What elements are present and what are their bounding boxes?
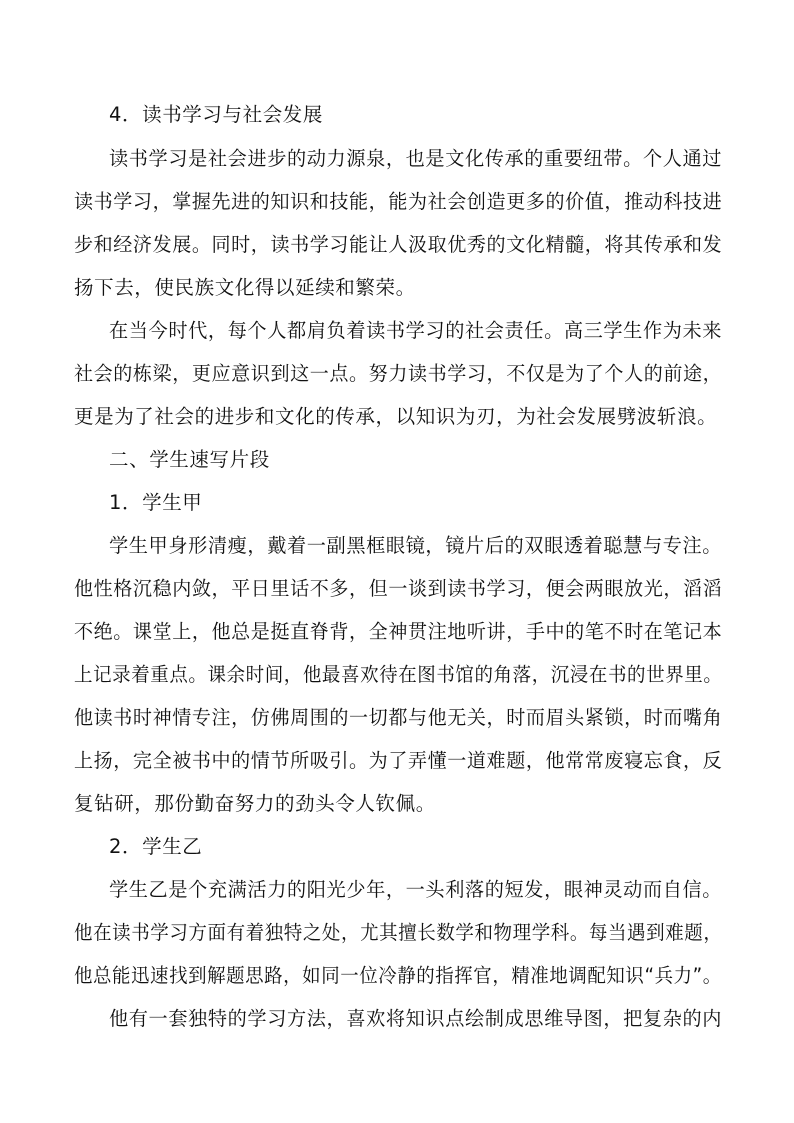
paragraph-line: 社会的栋梁，更应意识到这一点。努力读书学习，不仅是为了个人的前途，	[74, 362, 723, 385]
paragraph-line: 他总能迅速找到解题思路，如同一位冷静的指挥官，精准地调配知识“兵力”。	[74, 964, 722, 987]
paragraph-line: 读书学习是社会进步的动力源泉，也是文化传承的重要纽带。个人通过	[109, 147, 723, 170]
paragraph-line: 学生甲身形清瘦，戴着一副黑框眼镜，镜片后的双眼透着聪慧与专注。	[109, 534, 723, 557]
paragraph-line: 更是为了社会的进步和文化的传承，以知识为刃，为社会发展劈波斩浪。	[74, 405, 718, 428]
paragraph-line: 上扬，完全被书中的情节所吸引。为了弄懂一道难题，他常常废寝忘食，反	[74, 749, 723, 772]
paragraph-line: 学生乙是个充满活力的阳光少年，一头利落的短发，眼神灵动而自信。	[109, 878, 723, 901]
paragraph-line: 他读书时神情专注，仿佛周围的一切都与他无关，时而眉头紧锁，时而嘴角	[74, 706, 723, 729]
paragraph-line: 读书学习，掌握先进的知识和技能，能为社会创造更多的价值，推动科技进	[74, 190, 723, 213]
paragraph-line: 在当今时代，每个人都肩负着读书学习的社会责任。高三学生作为未来	[109, 319, 723, 342]
paragraph-line: 上记录着重点。课余时间，他最喜欢待在图书馆的角落，沉浸在书的世界里。	[74, 663, 723, 686]
paragraph-line: 复钻研，那份勤奋努力的劲头令人钦佩。	[74, 792, 436, 815]
section-heading: 二、学生速写片段	[109, 448, 270, 471]
subsection-heading: 1．学生甲	[109, 491, 203, 514]
section-heading: 4．读书学习与社会发展	[109, 103, 324, 126]
paragraph-line: 他在读书学习方面有着独特之处，尤其擅长数学和物理学科。每当遇到难题，	[74, 921, 723, 944]
paragraph-line: 步和经济发展。同时，读书学习能让人汲取优秀的文化精髓，将其传承和发	[74, 233, 723, 256]
subsection-heading: 2．学生乙	[109, 835, 203, 858]
paragraph-line: 扬下去，使民族文化得以延续和繁荣。	[74, 276, 416, 299]
paragraph-line: 他有一套独特的学习方法，喜欢将知识点绘制成思维导图，把复杂的内	[109, 1007, 723, 1030]
paragraph-line: 他性格沉稳内敛，平日里话不多，但一谈到读书学习，便会两眼放光，滔滔	[74, 577, 723, 600]
paragraph-line: 不绝。课堂上，他总是挺直脊背，全神贯注地听讲，手中的笔不时在笔记本	[74, 620, 723, 643]
